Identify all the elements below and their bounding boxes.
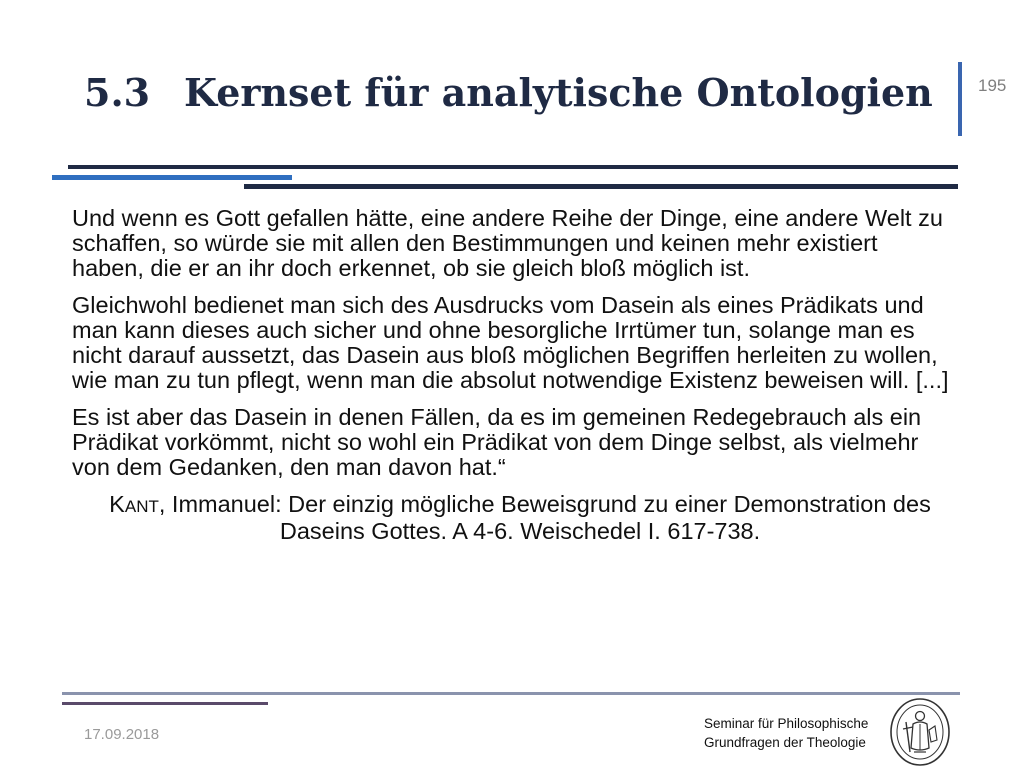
seminar-line-1: Seminar für Philosophische <box>704 716 869 731</box>
university-seal-icon <box>888 696 952 768</box>
quote-paragraph: Gleichwohl bedienet man sich des Ausdrucks vom Dasein als eines Prädikats und man kann dieses auch sicher und ohne besorgliche Irrtümer tun, solange man es nicht darauf aussetzt, das Dasein aus bloß möglichen Begriffen herleiten zu wollen, wie man zu tun pflegt, wenn man die absolut notwendige Existenz beweisen will. [...] <box>72 292 949 393</box>
header-rule-navy <box>244 184 958 189</box>
seminar-name <box>704 714 868 752</box>
section-number: 5.3 <box>84 70 151 115</box>
seminar-line-2: Grundfragen der Theologie <box>704 735 866 750</box>
header-rule-dark <box>68 165 958 169</box>
header-rule-blue <box>52 175 292 180</box>
quote-body <box>72 206 952 556</box>
footer-date: 17.09.2018 <box>84 726 160 743</box>
quote-paragraph: Und wenn es Gott gefallen hätte, eine andere Reihe der Dinge, eine andere Welt zu schaffen, so würde sie mit allen den Bestimmungen und keinen mehr existiert haben, die er an ihr doch erkennet, ob sie gleich bloß möglich ist. <box>72 205 943 281</box>
footer-rule-mauve <box>62 702 268 705</box>
citation-author-rest: ANT <box>124 497 159 516</box>
citation-author-initial: K <box>109 491 125 517</box>
title-vertical-divider <box>958 62 962 136</box>
citation <box>100 492 940 544</box>
quote-paragraph: Es ist aber das Dasein in denen Fällen, da es im gemeinen Redegebrauch als ein Prädikat vorkömmt, nicht so wohl ein Prädikat von dem Dinge selbst, als vielmehr von dem Gedanken, den man davon hat.“ <box>72 404 922 480</box>
citation-text: , Immanuel: Der einzig mögliche Beweisgrund zu einer Demonstration des Daseins Gottes. A 4-6. Weischedel I. 617-738. <box>158 491 931 544</box>
page-number: 195 <box>978 76 1007 95</box>
title-text: Kernset für analytische Ontologien <box>184 70 933 115</box>
slide-title <box>84 70 944 115</box>
footer-rule-slate <box>62 692 960 695</box>
